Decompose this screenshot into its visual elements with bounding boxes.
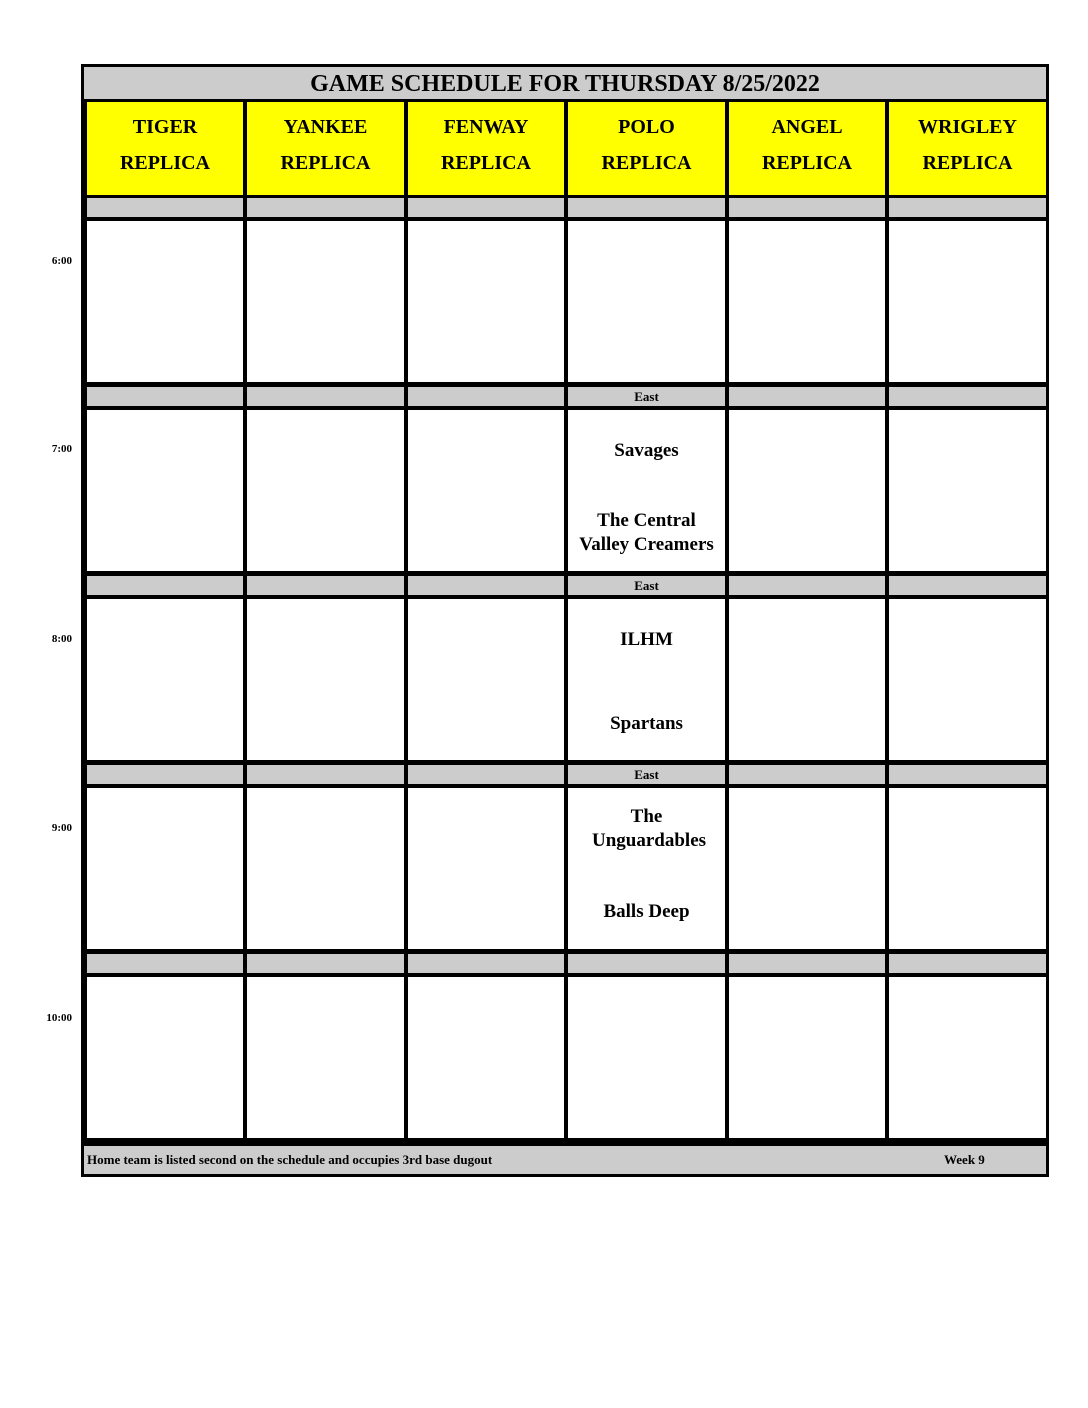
- game-cell: [87, 788, 243, 949]
- game-cell: [568, 977, 725, 1138]
- game-cell: [889, 977, 1046, 1138]
- game-cell: [247, 599, 404, 760]
- page-title: GAME SCHEDULE FOR THURSDAY 8/25/2022: [310, 71, 820, 97]
- slot-separator: [408, 198, 564, 217]
- game-cell: [87, 977, 243, 1138]
- title-bar: [84, 67, 1046, 99]
- time-label: 10:00: [46, 1012, 72, 1024]
- field-type: REPLICA: [761, 152, 852, 174]
- game-cell: [408, 977, 564, 1138]
- slot-separator: [87, 576, 243, 595]
- field-header-wrigley: [889, 102, 1046, 195]
- field-name: POLO: [618, 116, 675, 138]
- slot-separator: [247, 198, 404, 217]
- time-label: 6:00: [51, 255, 72, 267]
- field-header-yankee: [247, 102, 404, 195]
- game-cell: [87, 410, 243, 571]
- slot-separator: [568, 954, 725, 973]
- slot-separator: [247, 765, 404, 784]
- field-header-angel: [729, 102, 885, 195]
- slot-separator: [247, 387, 404, 406]
- slot-separator: [247, 954, 404, 973]
- division-label: East: [568, 576, 725, 595]
- field-type: REPLICA: [280, 152, 371, 174]
- game-cell: [408, 788, 564, 949]
- slot-separator: [87, 387, 243, 406]
- slot-separator: [889, 954, 1046, 973]
- game-cell: [87, 599, 243, 760]
- slot-separator: [889, 765, 1046, 784]
- slot-separator: [408, 576, 564, 595]
- game-cell: [408, 599, 564, 760]
- field-header-fenway: [408, 102, 564, 195]
- field-type: REPLICA: [440, 152, 531, 174]
- slot-separator: [889, 387, 1046, 406]
- slot-separator: [889, 198, 1046, 217]
- away-team: Savages: [614, 440, 679, 461]
- game-cell: [729, 788, 885, 949]
- game-cell: [408, 410, 564, 571]
- game-cell: [729, 977, 885, 1138]
- slot-separator: [729, 198, 885, 217]
- game-cell: [568, 221, 725, 382]
- home-team: Balls Deep: [603, 901, 690, 922]
- slot-separator: [889, 576, 1046, 595]
- game-cell: [889, 788, 1046, 949]
- home-team: The Central Valley Creamers: [579, 510, 714, 555]
- slot-separator: [729, 576, 885, 595]
- game-cell: [87, 221, 243, 382]
- slot-separator: [729, 954, 885, 973]
- game-cell: [729, 599, 885, 760]
- away-team: ILHM: [620, 629, 673, 650]
- slot-separator: [729, 765, 885, 784]
- week-label: Week 9: [944, 1152, 985, 1167]
- slot-separator: [729, 387, 885, 406]
- field-type: REPLICA: [922, 152, 1013, 174]
- slot-separator: [87, 765, 243, 784]
- field-header-tiger: [87, 102, 243, 195]
- slot-separator: [568, 198, 725, 217]
- division-label: East: [568, 387, 725, 406]
- time-label: 8:00: [51, 633, 72, 645]
- game-cell-polo-8: [568, 599, 725, 760]
- time-label: 7:00: [51, 443, 72, 455]
- game-cell-polo-7: [568, 410, 725, 571]
- away-team: The Unguardables: [592, 806, 707, 851]
- game-cell-polo-9: [568, 788, 725, 949]
- slot-separator: [247, 576, 404, 595]
- game-cell: [247, 410, 404, 571]
- schedule-sheet: [81, 64, 1049, 1177]
- footer-bar: [84, 1146, 1046, 1174]
- time-label: 9:00: [51, 822, 72, 834]
- field-type: REPLICA: [601, 152, 692, 174]
- slot-separator: [408, 954, 564, 973]
- field-type: REPLICA: [119, 152, 210, 174]
- slot-separator: [408, 387, 564, 406]
- field-name: WRIGLEY: [918, 116, 1017, 138]
- game-cell: [408, 221, 564, 382]
- game-cell: [247, 788, 404, 949]
- game-cell: [889, 221, 1046, 382]
- division-label: East: [568, 765, 725, 784]
- footer-note: Home team is listed second on the schedule and occupies 3rd base dugout: [87, 1152, 493, 1167]
- game-cell: [889, 410, 1046, 571]
- home-team: Spartans: [610, 713, 683, 734]
- game-cell: [729, 410, 885, 571]
- slot-separator: [408, 765, 564, 784]
- game-cell: [889, 599, 1046, 760]
- game-cell: [247, 977, 404, 1138]
- slot-separator: [87, 198, 243, 217]
- field-header-polo: [568, 102, 725, 195]
- game-cell: [729, 221, 885, 382]
- field-name: ANGEL: [771, 116, 843, 138]
- field-name: TIGER: [132, 116, 198, 138]
- game-cell: [247, 221, 404, 382]
- field-name: FENWAY: [443, 116, 529, 138]
- slot-separator: [87, 954, 243, 973]
- field-name: YANKEE: [283, 116, 368, 138]
